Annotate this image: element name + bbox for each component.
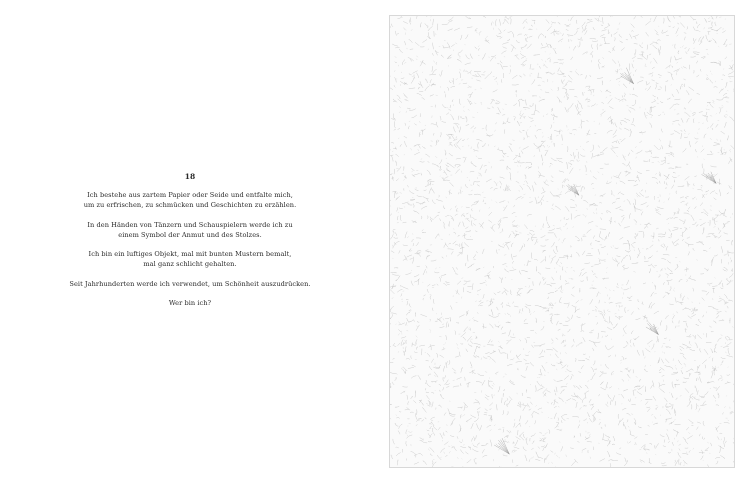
hidden-picture-page [389,15,735,468]
riddle-stanza-2 [40,220,340,240]
riddle-number: 18 [184,172,196,181]
riddle-line: um zu erfrischen, zu schmücken und Geschichten zu erzählen. [83,201,297,209]
texture-fold-mark [701,172,716,184]
texture-fold-mark [494,438,509,454]
riddle-line: einem Symbol der Anmut und des Stolzes. [118,230,262,239]
riddle-stanza-1 [40,190,340,210]
riddle-line: In den Händen von Tänzern und Schauspielern werde ich zu [87,220,293,229]
texture-fold-mark [646,323,659,334]
hidden-picture-texture [390,16,734,467]
texture-fold-mark [620,68,633,84]
riddle-block [40,172,340,318]
riddle-line: Ich bestehe aus zartem Papier oder Seide und entfalte mich, [87,191,293,199]
riddle-stanza-3 [40,249,340,269]
riddle-line: mal ganz schlicht gehalten. [143,260,237,268]
riddle-stanza-4 [40,279,340,289]
riddle-line: Seit Jahrhunderten werde ich verwendet, um Schönheit auszudrücken. [69,279,311,288]
riddle-question-text: Wer bin ich? [168,299,212,307]
texture-strokes [390,16,734,467]
riddle-question [40,298,340,308]
riddle-line: Ich bin ein luftiges Objekt, mal mit bunten Mustern bemalt, [88,250,292,258]
